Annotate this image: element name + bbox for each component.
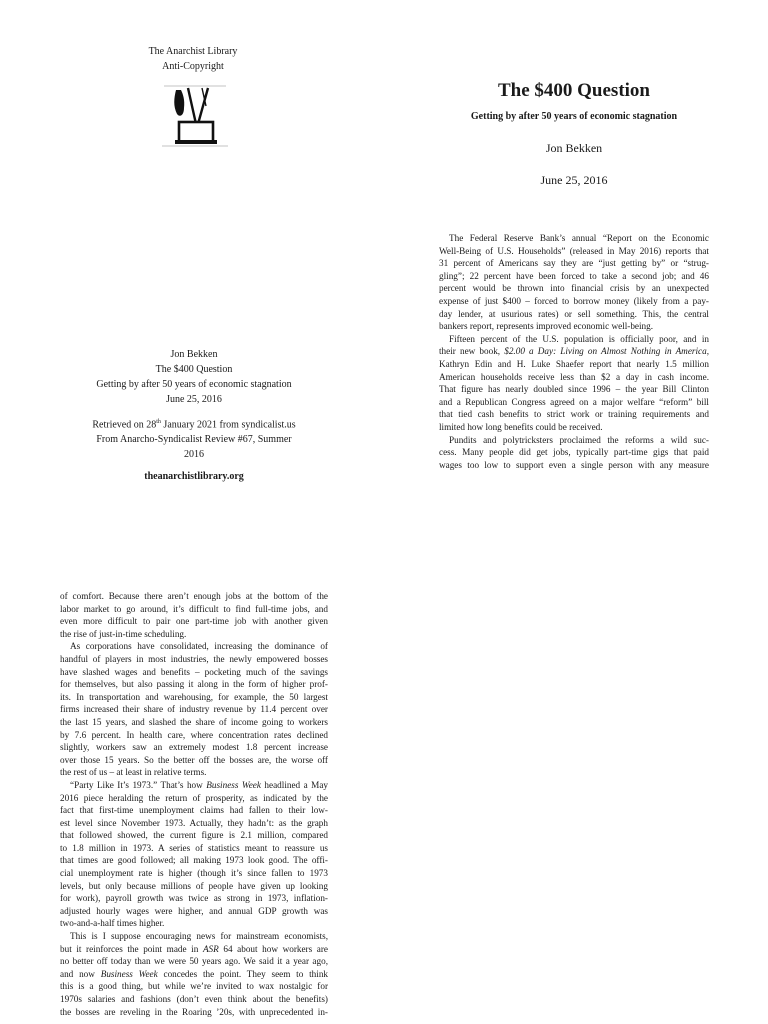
copyright-notice: Anti-Copyright [162,61,224,72]
text-run: 64 about how workers are [218,943,328,954]
text-line: adjusted hourly wages were higher, and annual GDP growth was [60,905,328,916]
text-line: that times are good followed; all making 1973 look good. The offi- [60,855,328,866]
document-subtitle: Getting by after 50 years of economic stagnation [470,111,678,122]
text-line: the last 15 years, and slashed the share of income going to workers [60,716,328,727]
text-line: the rest of us – at least in relative terms. [60,767,207,778]
text-line: the rise of just-in-time scheduling. [60,628,187,639]
paragraph-party [60,779,328,930]
text-line: for themselves, but also passing it along in the form of higher prof- [60,679,328,690]
text-line: Pundits and polytricksters proclaimed the reforms a wild suc- [449,434,709,445]
text-line: to 1.8 million in 1973. A series of statistics meant to reassure us [60,842,328,853]
text-run: and now [60,968,101,979]
text-line: expense of just $400 – forced to borrow money (likely from a pay- [439,295,709,306]
text-line: As corporations have consolidated, increasing the dominance of [70,641,328,652]
text-line: That figure has nearly doubled since 1996 – the year Bill Clinton [439,384,709,395]
paragraph-continued [60,590,328,640]
colophon-subtitle: Getting by after 50 years of economic stagnation [96,379,292,390]
text-run: but it reinforces the point made in [60,943,203,954]
text-line: 2016 piece heralding the return of prosperity, as indicated by the [60,792,328,803]
text-line: by 7.6 percent. In health care, where concentration rates declined [60,729,328,740]
book-title: $2.00 a Day: Living on Almost Nothing in America, [504,346,709,357]
text-line: day lender, at usurious rates) or sell something. This, the central [439,308,709,319]
text-line [60,968,328,981]
paragraph-2 [439,333,709,434]
document-date: June 25, 2016 [540,173,608,187]
text-line: Fifteen percent of the U.S. population is officially poor, and in [449,333,709,344]
text-line: no better off today than we were 50 years ago. We said it a year ago, [60,956,328,967]
publication-name: Business Week [100,968,158,979]
retrieved-sup: th [156,419,161,425]
text-line: even more difficult to pair one part-time job with another given [60,616,328,627]
text-line: slightly, workers saw an extremely modest 1.8 percent increase [60,742,328,753]
document-title: The $400 Question [497,80,651,101]
text-line: Kathryn Edin and H. Luke Shaefer report that nearly 1.5 million [439,358,709,369]
text-line: limited how long benefits could be received. [439,421,603,432]
paragraph-mainstream [60,930,328,1018]
colophon-date: June 25, 2016 [166,394,222,405]
text-line: 1970s salaries and fashions (don’t even think about the benefits) [60,994,328,1004]
library-header [90,44,296,74]
text-line: handful of players in most industries, the newly empowered bosses [60,653,328,664]
text-line: the bosses are reveling in the Roaring ’20s, with unprecedented in- [60,1006,328,1017]
text-line [60,779,328,792]
text-line: labor market to go around, it’s difficult to find full-time jobs, and [60,603,328,614]
text-line: 31 percent of Americans say they are “just getting by” or “strug- [439,258,709,269]
document-author: Jon Bekken [545,141,603,155]
text-line: gling”; 22 percent have been forced to take a second job; and 46 [439,270,709,281]
text-run: “Party Like It’s 1973.” That’s how [70,779,207,790]
text-line: firms increased their share of industry revenue by 11.4 percent over [60,704,328,715]
text-line: American households receive less than $2 a day in cash income. [439,371,709,382]
text-line: have slashed wages and benefits – pocketing much of the savings [60,666,328,677]
text-line: This is I suppose encouraging news for mainstream economists, [70,931,328,942]
colophon-retrieved [86,415,302,432]
left-page-body [60,590,328,1018]
publication-name: Business Week [206,779,261,790]
text-line: fact that first-time unemployment claims had fallen to their low- [60,805,328,816]
text-line: two-and-a-half times higher. [60,918,165,929]
text-line: over those 15 years. So the better off the bosses are, the worse off [60,754,328,765]
paragraph-consolidation [60,640,328,779]
text-line: bankers report, represents improved economic well-being. [439,321,654,332]
text-line: that tied cash benefits to strict work or training requirements and [439,409,709,420]
text-line: for work), payroll growth was twice as strong in 1973, inflation- [60,893,328,904]
paragraph-1 [439,232,709,333]
text-line: percent would be thrown into financial crisis by an unexpected [439,283,709,294]
anarchist-library-logo-icon [160,84,230,148]
text-run: their new book, [439,346,505,357]
right-page-body [439,232,709,471]
colophon-source: From Anarcho-Syndicalist Review #67, Summer 2016 [96,434,292,461]
text-line: est level since November 1973. Actually, they hadn’t: as the graph [60,817,328,828]
text-line: that followed showed, the current figure is 2.1 million, compared [60,830,328,841]
publication-name: ASR [202,943,219,954]
text-line: levels, but only because millions of people have given up looking [60,880,328,891]
library-url[interactable]: theanarchistlibrary.org [144,471,244,483]
text-line: its. In transportation and warehousing, for example, the 50 largest [60,691,328,702]
colophon-title: The $400 Question [155,364,233,375]
text-line: and a Republican Congress agreed on a major welfare “reform” bill [439,396,709,407]
colophon-author: Jon Bekken [170,349,218,360]
text-line: cial unemployment rate is higher (though it’s since fallen to 1973 [60,868,328,879]
paragraph-3 [439,434,709,472]
text-line: cess. Many people did get jobs, typically part-time gigs that paid [439,447,709,458]
retrieved-prefix: Retrieved on 28 [92,419,157,431]
text-line: The Federal Reserve Bank’s annual “Report on the Economic [449,233,709,243]
library-name: The Anarchist Library [148,46,238,57]
title-block [430,78,718,188]
text-line: Well-Being of U.S. Households” (released in May 2016) reports that [439,245,709,256]
text-line: wages too low to support even a single person with any measure [439,459,709,470]
text-line: this is a good thing, but while we’re invited to wax nostalgic for [60,981,328,992]
text-line: of comfort. Because there aren’t enough jobs at the bottom of the [60,591,328,601]
colophon [86,347,302,484]
text-run: concedes the point. They seem to think [157,968,329,979]
retrieved-suffix: January 2021 from syndicalist.us [160,419,296,431]
text-line [60,943,328,956]
spacer [86,407,302,415]
text-line [439,345,709,358]
text-run: headlined a May [260,779,329,790]
